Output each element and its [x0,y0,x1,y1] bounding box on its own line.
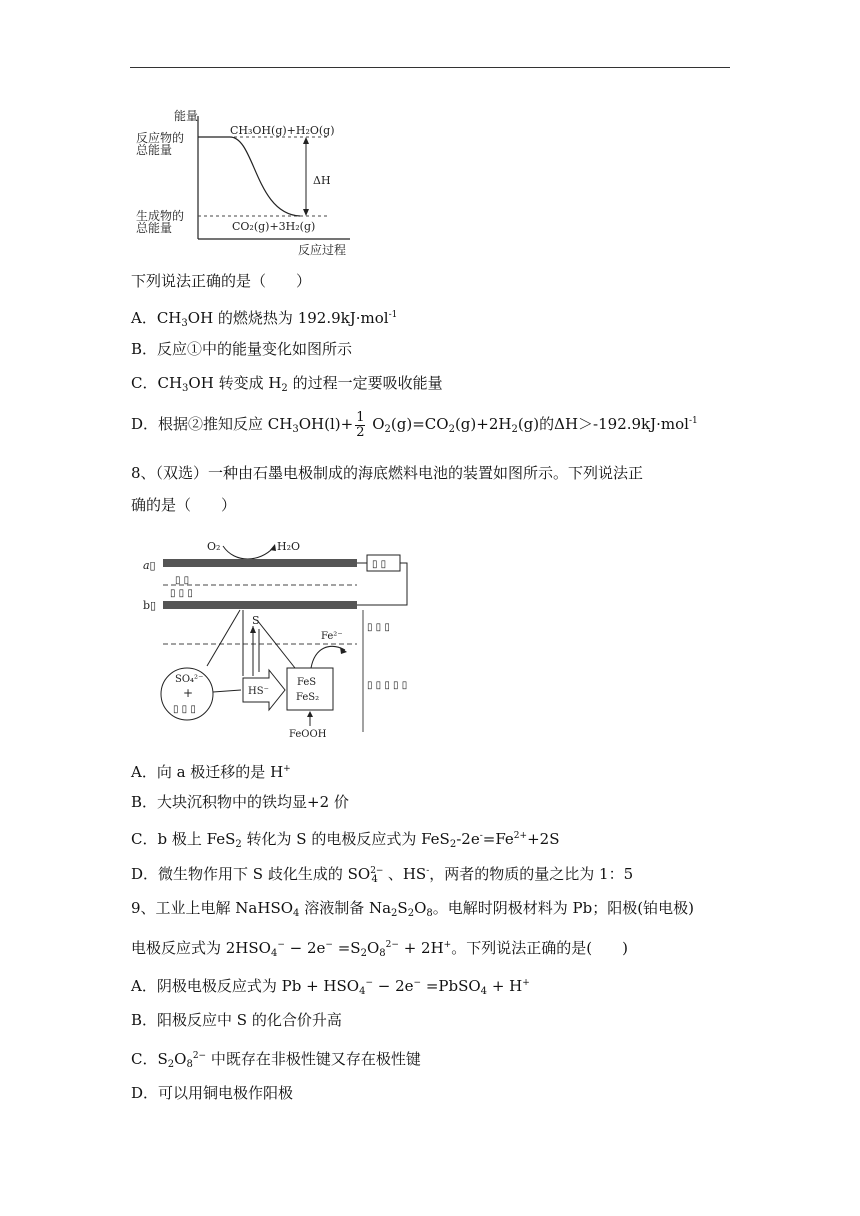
reactant-label-1: 反应物的 [136,131,185,145]
y-axis-label: 能量 [174,109,199,123]
x-axis-label: 反应过程 [298,243,347,257]
electrode-a [163,559,357,567]
q9-option-b[interactable]: B．阳极反应中 S 的化合价升高 [131,1011,342,1029]
q7-option-c[interactable]: C．$CH_3OH$ 转变成 $H_2$ 的过程一定要吸收能量 [131,374,443,394]
svg-text:FeOOH: FeOOH [289,729,327,740]
energy-curve [198,137,300,216]
h2o-label: H₂O [277,540,301,553]
fuel-cell-diagram [135,532,425,744]
svg-text:FeS₂: FeS₂ [296,692,320,703]
energy-diagram [130,104,370,260]
q8-stem-line1: 8、（双选）一种由石墨电极制成的海底燃料电池的装置如图所示。下列说法正 [131,464,644,482]
top-formula: CH₃OH(g)+H₂O(g) [230,124,335,137]
electrode-a-label: a▯ [143,559,156,572]
svg-text:▯ ▯: ▯ ▯ [175,575,190,586]
svg-text:FeS: FeS [297,677,317,688]
fes-box [287,668,333,710]
reactant-label-2: 总能量 [136,143,173,157]
q7-option-a[interactable]: A．$CH_3OH$ 的燃烧热为 192.9kJ·mol$^{-1}$ [131,309,398,329]
o2-label: O₂ [207,540,221,553]
q9-line2: 电极反应式为 $2HSO_4^- - 2e^- =S_2O_8^{2-} + 2H^+$。下列说法正确的是( ) [131,939,628,959]
svg-text:▯ ▯ ▯: ▯ ▯ ▯ [170,588,193,599]
svg-text:▯ ▯ ▯: ▯ ▯ ▯ [173,704,196,715]
svg-text:▯ ▯ ▯ ▯ ▯: ▯ ▯ ▯ ▯ ▯ [367,680,408,691]
s-label: S [252,614,260,627]
fraction-half: $\frac{1}{2}$ [356,409,365,440]
q9-option-c[interactable]: C．$S_2O_8^{2-}$ 中既存在非极性键又存在极性键 [131,1050,421,1070]
svg-text:▯ ▯: ▯ ▯ [372,559,387,570]
q8-stem-line2: 确的是（ ） [131,496,237,514]
q8-option-d[interactable]: D．微生物作用下 S 歧化生成的 $SO^{2-}_4$ 、HS-，两者的物质的量之比为 1：5 [131,865,634,885]
svg-text:▯ ▯ ▯: ▯ ▯ ▯ [367,622,390,633]
header-rule [130,67,730,68]
electrode-b [163,601,357,609]
q8-option-b[interactable]: B．大块沉积物中的铁均显+2 价 [131,793,349,811]
fe-ion-label: Fe²⁻ [321,631,343,642]
q7-option-d[interactable]: D．根据②推知反应 $CH_3OH(l)+$ $\frac{1}{2}$ $O_2(g)=CO_2(g)+2H_2(g)$的ΔH＞-192.9kJ·mol$^{-1}$ [131,409,698,440]
q9-option-a[interactable]: A．阴极电极反应式为 $Pb + HSO_4^- - 2e^-$ =PbSO$_4$ + H+ [131,977,530,997]
q8-option-a[interactable]: A．向 a 极迁移的是 H+ [131,763,291,781]
svg-text:HS⁻: HS⁻ [248,686,269,697]
q9-line1: 9、工业上电解 NaHSO$_4$ 溶液制备 $Na_2S_2O_8$。电解时阴极材料为 Pb；阳极(铂电极) [131,899,694,919]
bottom-formula: CO₂(g)+3H₂(g) [232,220,316,233]
q7-option-b[interactable]: B．反应①中的能量变化如图所示 [131,340,353,358]
svg-text:SO₄²⁻: SO₄²⁻ [175,674,204,685]
product-label-2: 总能量 [136,221,173,235]
q9-option-d[interactable]: D．可以用铜电极作阳极 [131,1084,294,1102]
q8-option-c[interactable]: C．b 极上 FeS$_2$ 转化为 S 的电极反应式为 $FeS_2-2e^-=Fe^{2+}+2S$ [131,830,560,850]
svg-text:+: + [183,686,194,700]
delta-h-label: ΔH [313,174,331,187]
product-label-1: 生成物的 [136,209,185,223]
electrode-b-label: b▯ [143,599,157,612]
q7-stem: 下列说法正确的是（ ） [131,272,312,290]
